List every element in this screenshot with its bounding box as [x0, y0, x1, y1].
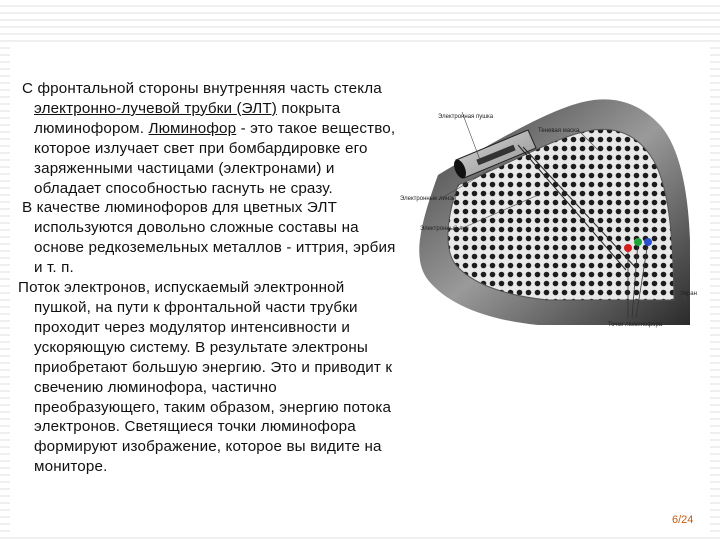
text-line — [18, 338, 438, 358]
text-run: преобразующего, таким образом, энергию потока — [34, 398, 392, 416]
text-run: формируют изображение, которое вы видите на — [34, 438, 382, 456]
label-electron-beam: Электронный луч — [420, 226, 469, 232]
paragraph — [18, 198, 438, 278]
text-line — [18, 437, 438, 457]
label-electron-gun: Электронная пушка — [438, 114, 494, 120]
text-line — [18, 238, 438, 258]
phosphor-dot-red — [624, 244, 632, 252]
text-run: ускоряющую систему. В результате электроны — [34, 338, 368, 356]
text-run: покрыта — [277, 99, 341, 117]
text-line — [18, 258, 438, 278]
label-screen: Экран — [680, 291, 697, 297]
phosphor-dot-blue — [644, 238, 652, 246]
text-run: и т. п. — [34, 259, 74, 277]
text-line — [18, 358, 438, 378]
text-line — [18, 99, 438, 119]
text-run: приобретают большую энергию. Это и приводит к — [34, 358, 393, 376]
text-line — [18, 378, 438, 398]
text-run: С фронтальной стороны внутренняя часть стекла — [22, 80, 382, 97]
text-run: Поток электронов, испускаемый электронной — [18, 279, 345, 297]
text-line — [18, 417, 438, 437]
text-line — [18, 198, 438, 218]
text-run: электронов. Светящиеся точки люминофора — [34, 418, 356, 436]
label-electron-lenses: Электронные линзы — [400, 196, 457, 202]
crt-illustration — [398, 90, 698, 335]
text-run: свечению люминофора, частично — [34, 378, 277, 396]
text-run: люминофором. — [34, 119, 149, 137]
page-number: 6/24 — [672, 514, 694, 526]
text-line — [18, 159, 438, 179]
text-run: основе редкоземельных металлов - иттрия, эрбия — [34, 239, 396, 257]
body-text — [18, 79, 438, 477]
text-run: проходит через модулятор интенсивности и — [34, 318, 350, 336]
text-run: используются довольно сложные составы на — [34, 219, 359, 237]
phosphor-dot-green — [634, 238, 642, 246]
underlined-term: электронно-лучевой трубки (ЭЛТ) — [34, 99, 277, 117]
crt-diagram — [398, 90, 698, 335]
text-run: которое излучает свет при бомбардировке его — [34, 139, 368, 157]
text-run: заряженными частицами (электронами) и — [34, 159, 335, 177]
text-line — [18, 139, 438, 159]
text-line — [18, 79, 438, 99]
text-line — [18, 457, 438, 477]
text-line — [18, 298, 438, 318]
text-line — [18, 218, 438, 238]
text-run: мониторе. — [34, 458, 108, 476]
text-line — [18, 179, 438, 199]
paragraph — [18, 278, 438, 477]
underlined-term: Люминофор — [148, 119, 237, 137]
paragraph — [18, 79, 438, 198]
text-run: В качестве люминофоров для цветных ЭЛТ — [22, 199, 338, 217]
text-line — [18, 278, 438, 298]
text-line — [18, 119, 438, 139]
text-line — [18, 398, 438, 418]
text-run: обладает способностью гаснуть не сразу. — [34, 179, 333, 197]
text-line — [18, 318, 438, 338]
text-run: пушкой, на пути к фронтальной части трубки — [34, 298, 358, 316]
text-run: - это такое вещество, — [236, 119, 396, 137]
label-phosphor-dots: Точки люминофора — [608, 322, 663, 328]
label-shadow-mask: Теневая маска — [538, 128, 580, 134]
